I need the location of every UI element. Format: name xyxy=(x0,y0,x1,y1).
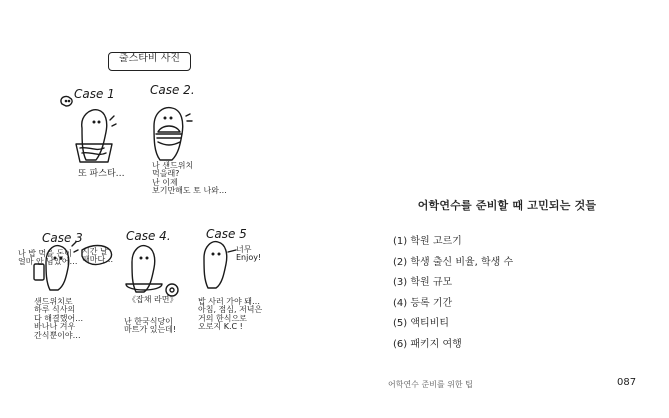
section-title: 출스타비 사진 xyxy=(118,53,181,64)
case2-figure-icon xyxy=(154,108,192,160)
case3-label: Case 3 xyxy=(42,231,83,245)
case4-label: Case 4. xyxy=(126,229,171,243)
case5-caption: 밥 사러 가야 돼… 아침, 점심, 저녁은 거의 한식으로 오로지 K.C ! xyxy=(198,297,263,332)
list-item: (3) 학원 규모 xyxy=(393,277,453,288)
case4-sub-label: 《잡채 라면》 xyxy=(128,295,178,304)
case4-figure-icon xyxy=(126,246,178,296)
case5-label: Case 5 xyxy=(206,227,247,241)
concerns-list xyxy=(393,232,513,355)
case2-caption: 나 샌드위치 먹을래? 난 이제 보기만해도 토 나와… xyxy=(152,161,227,196)
doodle-illustrations xyxy=(0,0,334,418)
case1-label: Case 1 xyxy=(74,87,115,101)
case1-figure-icon xyxy=(61,96,116,162)
list-item: (5) 액티비티 xyxy=(393,318,449,329)
left-page xyxy=(0,0,334,418)
list-item: (2) 학생 출신 비율, 학생 수 xyxy=(393,256,514,268)
page-headline: 어학연수를 준비할 때 고민되는 것들 xyxy=(417,199,597,212)
case5-side-note: 너무 Enjoy! xyxy=(236,245,262,263)
case4-caption: 난 한국식당이 마트가 있는데! xyxy=(124,317,177,335)
case3-caption: 샌드위치로 하루 식사의 다 해결했어… 바나나 겨우 간식뿐이야… xyxy=(34,297,84,340)
running-footer: 어학연수 준비를 위한 팁 xyxy=(388,380,473,389)
case5-figure-icon xyxy=(204,242,236,288)
case3-bubble-note: 나 밥 먹을 돈이 얼마 안 남았어… xyxy=(18,249,78,267)
case2-label: Case 2. xyxy=(150,83,195,97)
list-item: (4) 등록 기간 xyxy=(393,297,453,309)
right-page xyxy=(334,0,669,418)
case1-caption: 또 파스타… xyxy=(78,169,125,179)
case3-side-note: 시간 날 때마다… xyxy=(82,247,114,265)
page-number: 087 xyxy=(617,377,637,388)
list-item: (1) 학원 고르기 xyxy=(393,236,462,247)
list-item: (6) 패키지 여행 xyxy=(393,338,462,350)
